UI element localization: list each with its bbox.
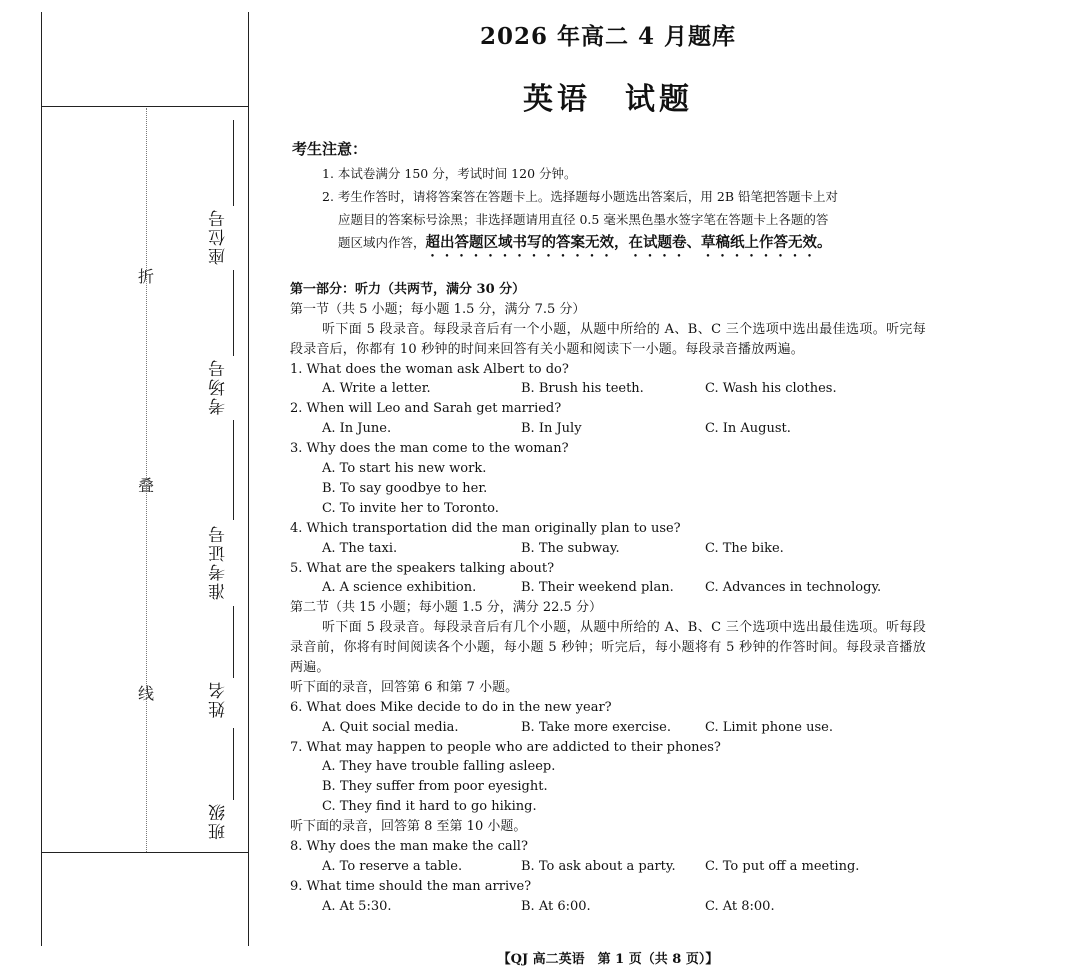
question-7: 7. What may happen to people who are addicted to their phones?: [290, 739, 721, 755]
exam-title: 2026 年高二 4 月题库: [479, 23, 737, 50]
option-c[interactable]: C. They find it hard to go hiking.: [322, 799, 537, 815]
fold-char-zhe: 折: [138, 267, 155, 286]
margin-border-left: [41, 12, 42, 946]
notice-item-2-line-3: [338, 231, 832, 260]
option-b[interactable]: B. At 6:00.: [521, 898, 591, 914]
question-8: 8. Why does the man make the call?: [290, 839, 528, 855]
question-6-options: [290, 718, 926, 738]
section2-instructions: 听下面 5 段录音。每段录音后有几个小题，从题中所给的 A、B、C 三个选项中选出最佳选项。听每段录音前，你将有时间阅读各个小题，每小题 5 秒钟；听完后，每小题将有 5 秒钟的作答时间。每段录音播放两遍。: [290, 620, 926, 675]
field-exam-room[interactable]: [206, 270, 246, 415]
question-1-options: [290, 379, 926, 399]
question-4-options: [290, 539, 926, 559]
exam-subtitle: 英语 试题: [523, 82, 693, 117]
option-a[interactable]: A. At 5:30.: [322, 898, 392, 914]
option-b[interactable]: B. In July: [521, 421, 582, 437]
question-9: 9. What time should the man arrive?: [290, 878, 532, 894]
question-2-options: [290, 419, 926, 439]
field-admission-number-line: [233, 420, 234, 520]
field-seat-number-line: [233, 120, 234, 206]
option-b[interactable]: B. They suffer from poor eyesight.: [322, 779, 548, 795]
option-b[interactable]: B. The subway.: [521, 540, 620, 556]
option-a[interactable]: A. The taxi.: [322, 540, 398, 556]
fold-char-die: 叠: [138, 476, 155, 495]
field-name-line: [233, 606, 234, 678]
option-a[interactable]: A. They have trouble falling asleep.: [322, 759, 556, 775]
option-b[interactable]: B. Their weekend plan.: [521, 580, 674, 596]
notice-item-2-line-2: 应题目的答案标号涂黑；非选择题请用直径 0.5 毫米黑色墨水签字笔在答题卡上各题的答: [338, 212, 829, 227]
field-class[interactable]: [206, 728, 246, 848]
option-c[interactable]: C. The bike.: [705, 540, 784, 556]
option-c[interactable]: C. To invite her to Toronto.: [322, 500, 499, 516]
option-b[interactable]: B. To say goodbye to her.: [322, 480, 488, 496]
option-b[interactable]: B. Take more exercise.: [521, 719, 671, 735]
section2-heading: 第二节（共 15 小题；每小题 1.5 分，满分 22.5 分）: [290, 600, 602, 616]
listening-part: [290, 280, 926, 917]
option-a[interactable]: A. Quit social media.: [322, 719, 459, 735]
field-seat-number-label: 座位号: [209, 208, 229, 265]
part1-heading: 第一部分：听力（共两节，满分 30 分）: [290, 282, 526, 297]
section1-instructions: 听下面 5 段录音。每段录音后有一个小题，从题中所给的 A、B、C 三个选项中选出最佳选项。听完每段录音后，你都有 10 秒钟的时间来回答有关小题和阅读下一小题。每段录音播放两遍。: [290, 321, 926, 357]
field-name[interactable]: [206, 606, 246, 724]
question-6: 6. What does Mike decide to do in the new year?: [290, 699, 612, 715]
section1-heading: 第一节（共 5 小题；每小题 1.5 分，满分 7.5 分）: [290, 301, 586, 317]
field-name-label: 姓名: [209, 680, 229, 718]
question-8-options: [290, 857, 926, 877]
notice-item-1: 1. 本试卷满分 150 分，考试时间 120 分钟。: [322, 166, 577, 181]
field-exam-room-line: [233, 270, 234, 356]
option-c[interactable]: C. Limit phone use.: [705, 719, 833, 735]
question-3: 3. Why does the man come to the woman?: [290, 441, 569, 457]
notice-plain-text: 题区域内作答，: [338, 235, 426, 250]
field-admission-number[interactable]: [206, 420, 246, 600]
section2-prompt-8-10: 听下面的录音，回答第 8 至第 10 小题。: [290, 819, 527, 835]
option-b[interactable]: B. To ask about a party.: [521, 858, 676, 874]
margin-divider-bottom: [41, 852, 248, 853]
question-5-options: [290, 578, 926, 598]
option-a[interactable]: A. To start his new work.: [322, 461, 487, 477]
option-c[interactable]: C. To put off a meeting.: [705, 858, 860, 874]
field-exam-room-label: 考场号: [209, 358, 229, 415]
option-a[interactable]: A. Write a letter.: [322, 381, 431, 397]
notice-heading: 考生注意：: [292, 140, 368, 158]
option-c[interactable]: C. At 8:00.: [705, 898, 775, 914]
notice-emphasis-text: 超出答题区域书写的答案无效，在试题卷、草稿纸上作答无效。: [425, 234, 832, 251]
section2-prompt-6-7: 听下面的录音，回答第 6 和第 7 小题。: [290, 679, 519, 695]
question-5: 5. What are the speakers talking about?: [290, 560, 555, 576]
notice-item-2-line-1: 2. 考生作答时，请将答案答在答题卡上。选择题每小题选出答案后，用 2B 铅笔把答题卡上对: [322, 189, 838, 204]
field-seat-number[interactable]: [206, 120, 246, 265]
question-2: 2. When will Leo and Sarah get married?: [290, 401, 562, 417]
margin-border-right: [248, 12, 249, 946]
question-9-options: [290, 897, 926, 917]
option-c[interactable]: C. Advances in technology.: [705, 580, 882, 596]
field-class-label: 班级: [209, 802, 229, 840]
question-1: 1. What does the woman ask Albert to do?: [290, 361, 569, 377]
fold-char-xian: 线: [138, 684, 155, 703]
option-c[interactable]: C. In August.: [705, 421, 791, 437]
option-c[interactable]: C. Wash his clothes.: [705, 381, 837, 397]
field-class-line: [233, 728, 234, 800]
margin-divider-top: [41, 106, 248, 107]
option-a[interactable]: A. In June.: [322, 421, 392, 437]
page-footer: 【QJ 高二英语 第 1 页（共 8 页）】: [497, 952, 719, 967]
option-b[interactable]: B. Brush his teeth.: [521, 381, 644, 397]
option-a[interactable]: A. To reserve a table.: [322, 858, 463, 874]
option-a[interactable]: A. A science exhibition.: [322, 580, 477, 596]
field-admission-number-label: 准考证号: [209, 524, 229, 600]
question-4: 4. Which transportation did the man originally plan to use?: [290, 520, 681, 536]
